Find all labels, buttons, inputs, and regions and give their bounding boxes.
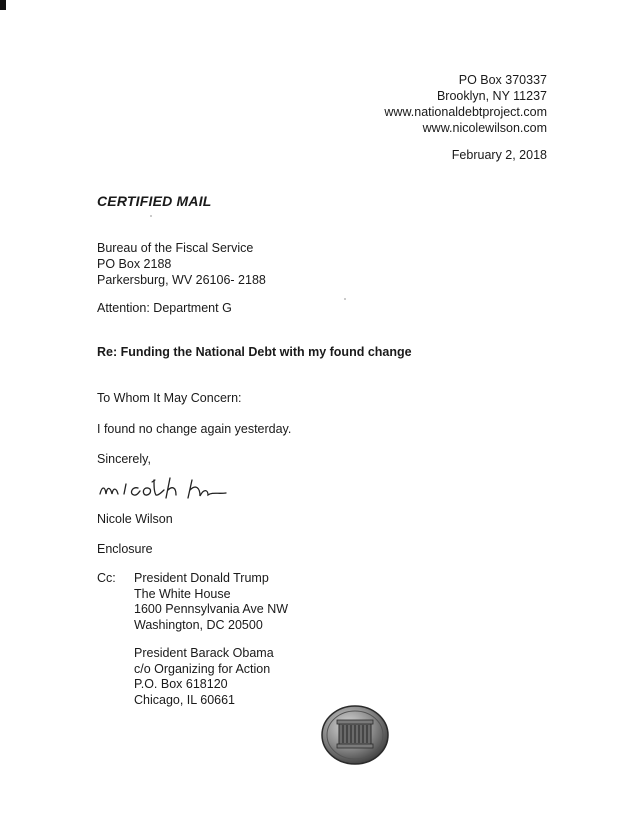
scan-speck bbox=[150, 215, 152, 217]
sender-po-box: PO Box 370337 bbox=[458, 73, 547, 87]
signer-name: Nicole Wilson bbox=[97, 512, 173, 526]
cc2-org: c/o Organizing for Action bbox=[134, 661, 271, 676]
closing: Sincerely, bbox=[97, 452, 151, 466]
scan-corner-mark bbox=[0, 0, 6, 10]
sender-city: Brooklyn, NY 11237 bbox=[436, 89, 547, 103]
cc1-org: The White House bbox=[134, 586, 231, 601]
cc2-po-box: P.O. Box 618120 bbox=[134, 677, 228, 691]
scan-speck bbox=[344, 298, 346, 300]
cc1-name: President Donald Trump bbox=[134, 571, 269, 585]
salutation: To Whom It May Concern: bbox=[97, 391, 242, 405]
recipient-po-box: PO Box 2188 bbox=[97, 257, 172, 271]
cc1-city: Washington, DC 20500 bbox=[134, 617, 263, 632]
sender-website-1: www.nationaldebtproject.com bbox=[384, 105, 547, 119]
handwritten-signature bbox=[96, 470, 246, 506]
enclosure-note: Enclosure bbox=[97, 542, 153, 556]
recipient-address bbox=[97, 240, 266, 288]
letter-body: I found no change again yesterday. bbox=[97, 422, 292, 436]
cc2-city: Chicago, IL 60661 bbox=[134, 692, 236, 707]
recipient-city: Parkersburg, WV 26106- 2188 bbox=[97, 273, 266, 287]
sender-website-2: www.nicolewilson.com bbox=[422, 121, 547, 135]
cc2-name: President Barack Obama bbox=[134, 646, 274, 660]
cc-recipient-2 bbox=[134, 646, 274, 708]
attention-line: Attention: Department G bbox=[97, 301, 232, 315]
letter-date: February 2, 2018 bbox=[451, 148, 547, 162]
cc-label: Cc: bbox=[97, 571, 116, 585]
sender-address bbox=[384, 72, 547, 136]
cc1-street: 1600 Pennsylvania Ave NW bbox=[134, 602, 289, 616]
penny-coin-image bbox=[317, 704, 393, 766]
recipient-name: Bureau of the Fiscal Service bbox=[97, 241, 254, 255]
subject-line: Re: Funding the National Debt with my found change bbox=[97, 345, 412, 359]
cc-recipient-1 bbox=[134, 571, 288, 633]
mail-type-heading: CERTIFIED MAIL bbox=[97, 193, 212, 209]
